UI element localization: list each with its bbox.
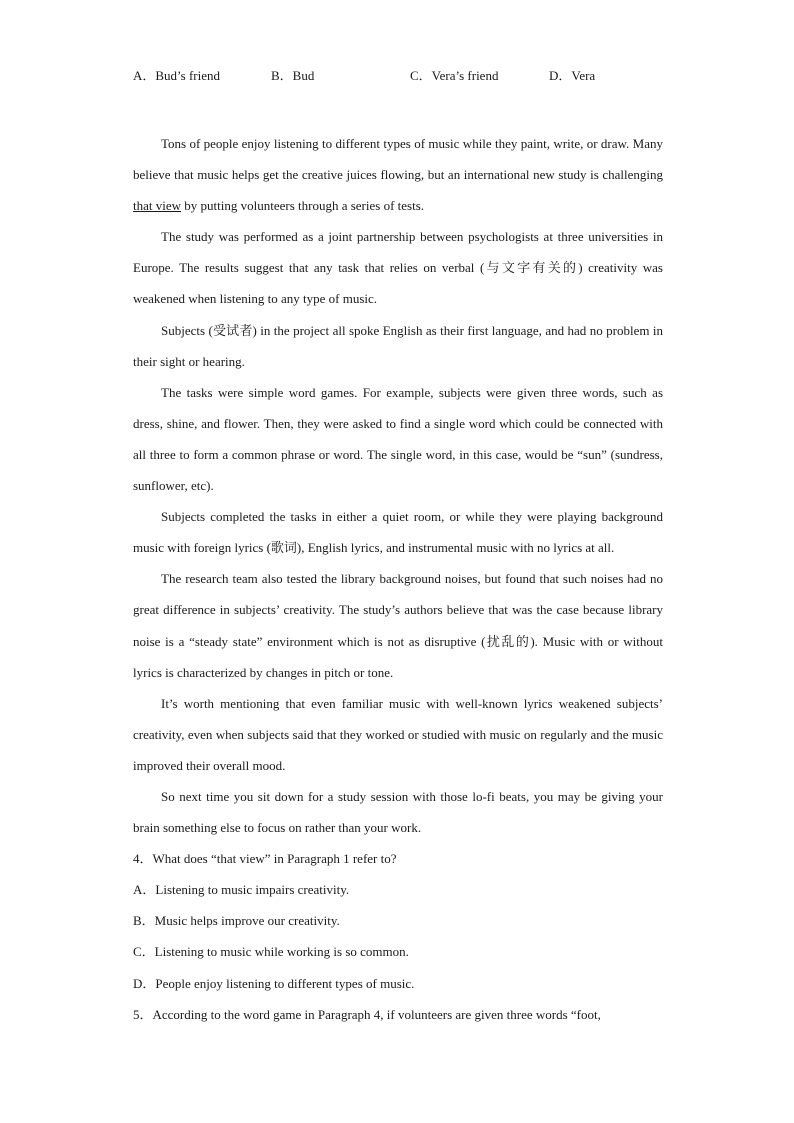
- paragraph-6: The research team also tested the library background noises, but found that such noises had no great difference in subjects’ creativity. The study’s authors believe that was the case because library noise is a “steady state” environment which is not as disruptive (扰乱的). Music with or without lyrics is characterized by changes in pitch or tone.: [133, 571, 663, 680]
- paragraph-8: So next time you sit down for a study session with those lo-fi beats, you may be giving your brain something else to focus on rather than your work.: [133, 788, 663, 836]
- option-b: B．Bud: [271, 68, 315, 83]
- paragraph-3: Subjects (受试者) in the project all spoke English as their first language, and had no problem in their sight or hearing.: [133, 322, 663, 369]
- question-4-option-a: A．Listening to music impairs creativity.: [133, 882, 350, 898]
- reading-passage: [133, 128, 663, 1030]
- question-5-stem: 5．According to the word game in Paragraph 4, if volunteers are given three words “foot,: [133, 1006, 601, 1022]
- question-3-options: [133, 66, 693, 86]
- paragraph-4: The tasks were simple word games. For example, subjects were given three words, such as dress, shine, and flower. Then, they were asked to find a single word which could be connected with all three to form a common phrase or word. The single word, in this case, would be “sun” (sundress, sunflower, etc).: [133, 384, 663, 494]
- question-4-stem: 4．What does “that view” in Paragraph 1 refer to?: [133, 851, 397, 867]
- paragraph-2: The study was performed as a joint partnership between psychologists at three universities in Europe. The results suggest that any task that relies on verbal (与文字有关的) creativity was weakened when listening to any type of music.: [133, 229, 663, 307]
- underlined-phrase: that view: [133, 198, 182, 214]
- question-4-option-d: D．People enjoy listening to different types of music.: [133, 975, 415, 991]
- option-a: A．Bud’s friend: [133, 68, 221, 83]
- paragraph-1: Tons of people enjoy listening to different types of music while they paint, write, or draw. Many believe that music helps get the creative juices flowing, but an international new study is challenging that view by putting volunteers through a series of tests.: [133, 136, 663, 214]
- option-d: D．Vera: [549, 68, 596, 83]
- paragraph-5: Subjects completed the tasks in either a quiet room, or while they were playing background music with foreign lyrics (歌词), English lyrics, and instrumental music with no lyrics at all.: [133, 509, 663, 556]
- question-4-option-c: C．Listening to music while working is so common.: [133, 944, 409, 960]
- option-c: C．Vera’s friend: [410, 68, 499, 83]
- paragraph-7: It’s worth mentioning that even familiar music with well-known lyrics weakened subjects’ creativity, even when subjects said that they worked or studied with music on regularly and the music improved their overall mood.: [133, 695, 663, 773]
- question-4-option-b: B．Music helps improve our creativity.: [133, 913, 340, 929]
